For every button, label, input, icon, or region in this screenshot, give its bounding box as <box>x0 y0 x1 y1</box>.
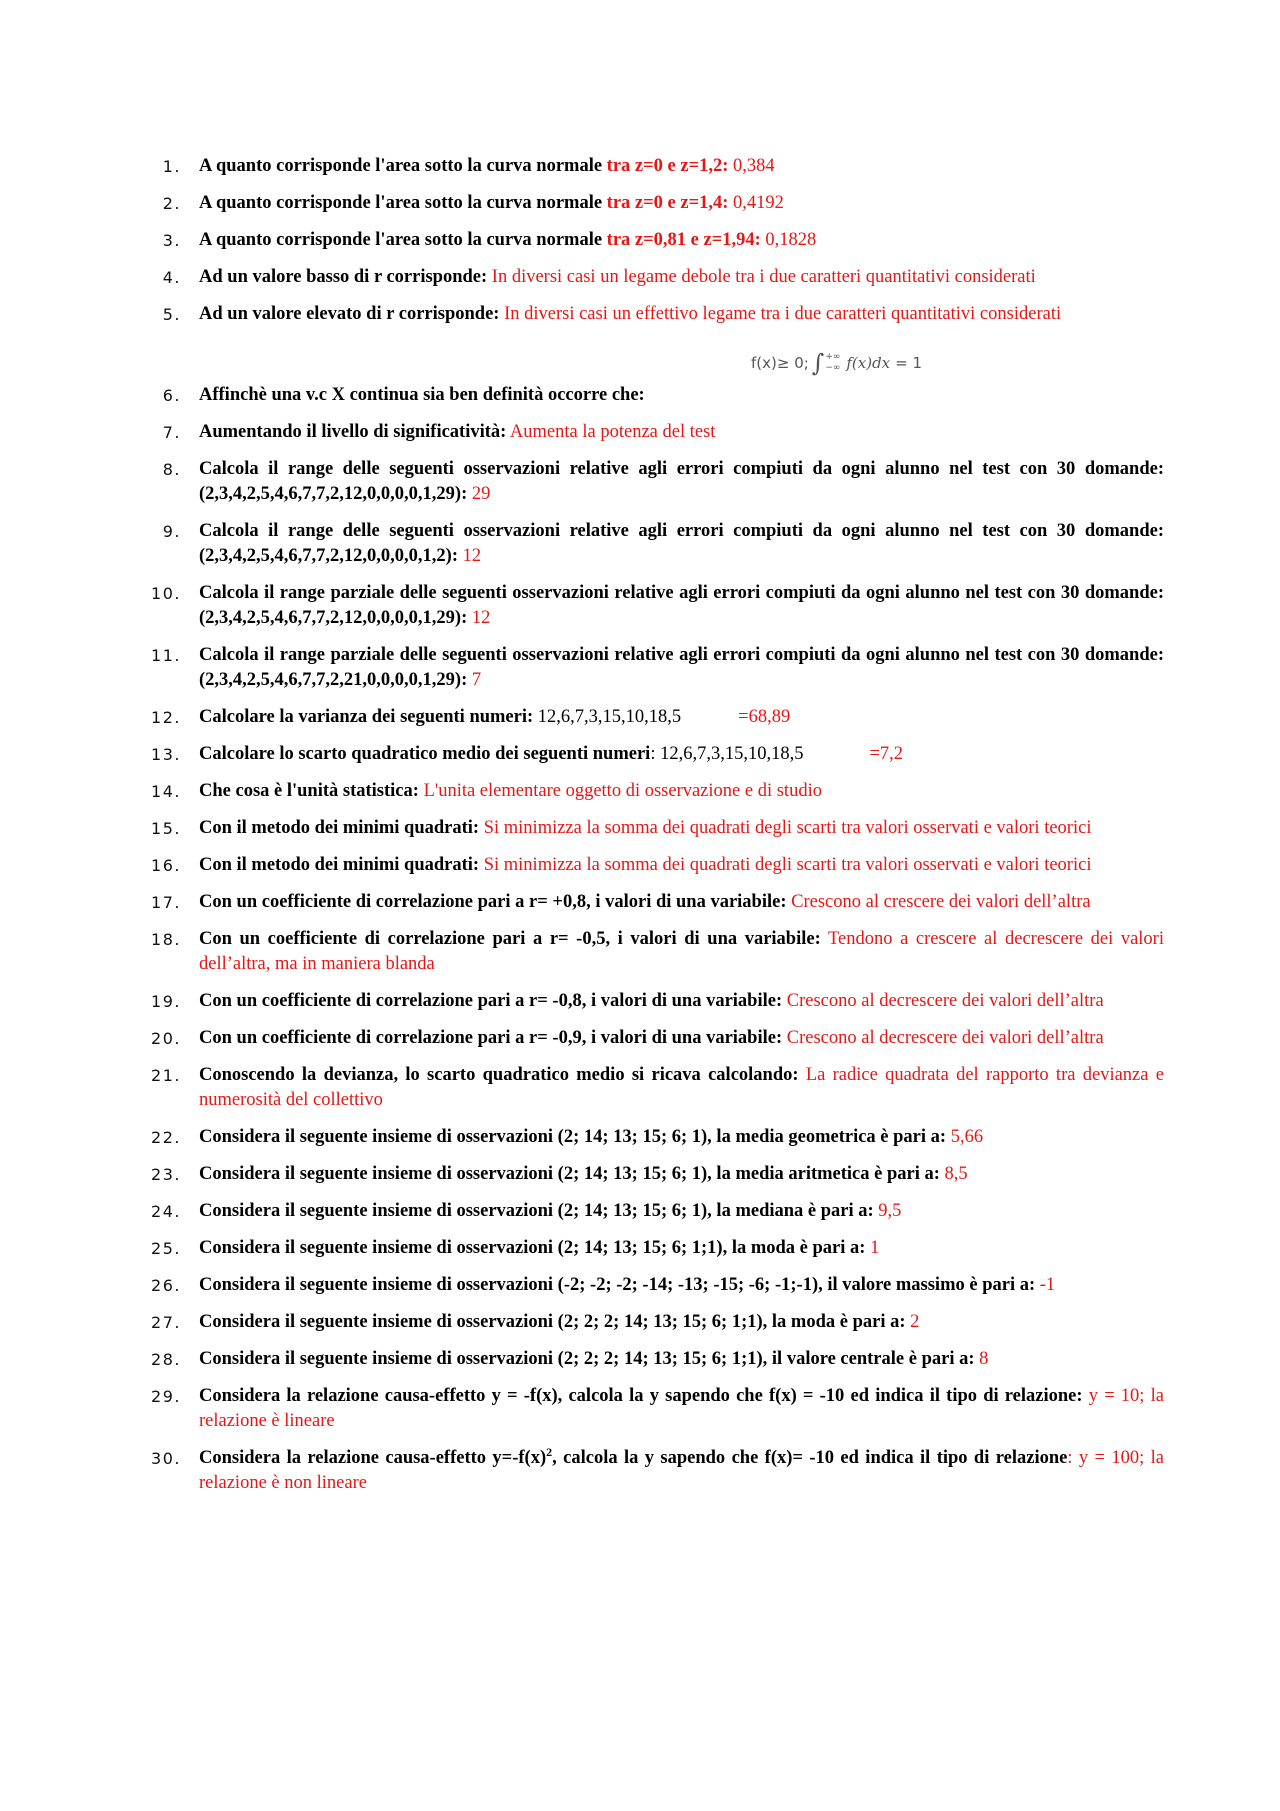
item-number: 6. <box>162 386 181 405</box>
question-text: Considera il seguente insieme di osservazioni (-2; -2; -2; -14; -13; -15; -6; -1;-1), il valore massimo è pari a: <box>199 1275 1036 1295</box>
question-text: Conoscendo la devianza, lo scarto quadratico medio si ricava calcolando: <box>199 1065 799 1085</box>
question-item-23 <box>151 1162 1164 1187</box>
document-page <box>151 154 1164 1508</box>
question-text: Che cosa è l'unità statistica: <box>199 781 419 801</box>
question-text: Considera la relazione causa-effetto y = -f(x), calcola la y sapendo che f(x) = -10 ed indica il tipo di relazione: <box>199 1386 1083 1406</box>
question-item-1 <box>162 154 1164 179</box>
question-item-18 <box>151 927 1164 977</box>
question-list <box>151 154 1164 1496</box>
item-number: 21. <box>151 1066 181 1085</box>
question-item-17 <box>151 890 1164 915</box>
question-text: Calcola il range delle seguenti osservazioni relative agli errori compiuti da ogni alunno nel test con 30 domande: (2,3,4,2,5,4,6,7,7,2,12,0,0,0,0,1,29): <box>199 459 1164 504</box>
question-text: Ad un valore basso di r corrisponde: <box>199 267 488 287</box>
question-item-26 <box>151 1273 1164 1298</box>
answer-text: 29 <box>467 484 491 504</box>
question-item-22 <box>151 1125 1164 1150</box>
question-item-15 <box>151 816 1164 841</box>
question-item-3 <box>162 228 1164 253</box>
item-number: 25. <box>151 1239 181 1258</box>
question-item-4 <box>162 265 1164 290</box>
answer-text: 9,5 <box>873 1201 902 1221</box>
question-item-2 <box>162 191 1164 216</box>
question-item-28 <box>151 1347 1164 1372</box>
question-item-14 <box>151 779 1164 804</box>
question-text: Considera il seguente insieme di osservazioni (2; 14; 13; 15; 6; 1;1), la moda è pari a: <box>199 1238 866 1258</box>
question-item-27 <box>151 1310 1164 1335</box>
item-number: 10. <box>151 584 181 603</box>
question-text: A quanto corrisponde l'area sotto la curva normale <box>199 156 607 176</box>
answer-text: : y = 100; la relazione è non lineare <box>199 1448 1164 1493</box>
question-text: Considera il seguente insieme di osservazioni (2; 14; 13; 15; 6; 1), la mediana è pari a: <box>199 1201 874 1221</box>
question-text: Con un coefficiente di correlazione pari a r= +0,8, i valori di una variabile: <box>199 892 787 912</box>
question-item-8 <box>162 457 1164 507</box>
question-item-20 <box>151 1026 1164 1051</box>
question-text: Con il metodo dei minimi quadrati: <box>199 818 480 838</box>
item-number: 1. <box>162 157 181 176</box>
answer-text: 8 <box>974 1349 989 1369</box>
item-number: 22. <box>151 1128 181 1147</box>
question-item-25 <box>151 1236 1164 1261</box>
item-number: 4. <box>162 268 181 287</box>
item-number: 19. <box>151 992 181 1011</box>
question-text: Affinchè una v.c X continua sia ben definità occorre che: <box>199 385 645 405</box>
answer-text: Si minimizza la somma dei quadrati degli scarti tra valori osservati e valori teorici <box>479 855 1092 875</box>
integral-limits <box>825 352 840 374</box>
answer-text: Si minimizza la somma dei quadrati degli scarti tra valori osservati e valori teorici <box>479 818 1092 838</box>
question-item-21 <box>151 1063 1164 1113</box>
question-text: Con un coefficiente di correlazione pari a r= -0,5, i valori di una variabile: <box>199 929 821 949</box>
question-highlight: tra z=0 e z=1,4: <box>606 193 729 213</box>
question-text: Calcolare la varianza dei seguenti numeri: <box>199 707 534 727</box>
item-number: 27. <box>151 1313 181 1332</box>
item-number: 7. <box>162 423 181 442</box>
item-number: 11. <box>151 646 181 665</box>
question-text: Calcolare lo scarto quadratico medio dei seguenti numeri <box>199 744 651 764</box>
item-number: 17. <box>151 893 181 912</box>
item-number: 29. <box>151 1387 181 1406</box>
answer-text: 8,5 <box>939 1164 968 1184</box>
answer-text: 7 <box>467 670 482 690</box>
question-item-5 <box>162 302 1164 327</box>
question-text: Considera il seguente insieme di osservazioni (2; 14; 13; 15; 6; 1), la media aritmetica è pari a: <box>199 1164 940 1184</box>
answer-text: Crescono al decrescere dei valori dell’altra <box>782 991 1104 1011</box>
item-number: 15. <box>151 819 181 838</box>
question-item-24 <box>151 1199 1164 1224</box>
answer-text: 12 <box>467 608 491 628</box>
question-item-19 <box>151 989 1164 1014</box>
question-text-continued: , calcola la y sapendo che f(x)= -10 ed indica il tipo di relazione <box>552 1448 1068 1468</box>
question-item-11 <box>151 643 1164 693</box>
question-text: A quanto corrisponde l'area sotto la curva normale <box>199 230 607 250</box>
formula-integrand: f(x)dx <box>846 353 891 372</box>
number-list: : 12,6,7,3,15,10,18,5 <box>650 744 804 764</box>
question-item-16 <box>151 853 1164 878</box>
question-item-7 <box>162 420 1164 445</box>
answer-text: 2 <box>905 1312 920 1332</box>
answer-text: 0,1828 <box>760 230 817 250</box>
answer-text: y = 10; la relazione è lineare <box>199 1386 1164 1431</box>
item-number: 8. <box>162 460 181 479</box>
answer-text: 12 <box>457 546 482 566</box>
answer-text: In diversi casi un legame debole tra i due caratteri quantitativi considerati <box>487 267 1036 287</box>
answer-text: Crescono al decrescere dei valori dell’altra <box>782 1028 1104 1048</box>
question-text: Con il metodo dei minimi quadrati: <box>199 855 480 875</box>
item-number: 2. <box>162 194 181 213</box>
question-item-12 <box>151 705 1164 730</box>
integral-symbol: ∫ <box>811 349 825 377</box>
question-item-10 <box>151 581 1164 631</box>
question-text: A quanto corrisponde l'area sotto la curva normale <box>199 193 607 213</box>
item-number: 12. <box>151 708 181 727</box>
question-item-13 <box>151 742 1164 767</box>
answer-text: In diversi casi un effettivo legame tra i due caratteri quantitativi considerati <box>499 304 1062 324</box>
answer-text: 0,4192 <box>728 193 784 213</box>
item-number: 14. <box>151 782 181 801</box>
formula-rhs: = 1 <box>895 353 923 372</box>
answer-text: =68,89 <box>738 707 791 727</box>
answer-text: Crescono al crescere dei valori dell’altra <box>786 892 1091 912</box>
question-text: Considera la relazione causa-effetto y=-f(x) <box>199 1448 547 1468</box>
question-text: Considera il seguente insieme di osservazioni (2; 2; 2; 14; 13; 15; 6; 1;1), la moda è pari a: <box>199 1312 906 1332</box>
answer-text: La radice quadrata del rapporto tra devianza e numerosità del collettivo <box>199 1065 1164 1110</box>
question-text: Considera il seguente insieme di osservazioni (2; 14; 13; 15; 6; 1), la media geometrica è pari a: <box>199 1127 947 1147</box>
item-number: 18. <box>151 930 181 949</box>
question-item-30 <box>151 1444 1164 1496</box>
item-number: 13. <box>151 745 181 764</box>
answer-text: 5,66 <box>946 1127 984 1147</box>
question-highlight: tra z=0,81 e z=1,94: <box>606 230 761 250</box>
upper-limit: +∞ <box>825 352 841 362</box>
item-number: 24. <box>151 1202 181 1221</box>
question-text: Considera il seguente insieme di osservazioni (2; 2; 2; 14; 13; 15; 6; 1;1), il valore centrale è pari a: <box>199 1349 975 1369</box>
item-number: 26. <box>151 1276 181 1295</box>
formula-lhs: f(x)≥ 0; <box>751 353 809 372</box>
answer-text: Aumenta la potenza del test <box>506 422 716 442</box>
question-item-6 <box>162 339 1164 408</box>
answer-text: =7,2 <box>869 744 904 764</box>
item-number: 5. <box>162 305 181 324</box>
answer-text: -1 <box>1035 1275 1056 1295</box>
answer-text: Tendono a crescere al decrescere dei valori dell’altra, ma in maniera blanda <box>199 929 1164 974</box>
answer-text: 0,384 <box>728 156 775 176</box>
item-number: 9. <box>162 522 181 541</box>
question-highlight: tra z=0 e z=1,2: <box>606 156 729 176</box>
question-item-9 <box>162 519 1164 569</box>
item-number: 30. <box>151 1449 181 1468</box>
item-number: 23. <box>151 1165 181 1184</box>
question-text: Calcola il range parziale delle seguenti osservazioni relative agli errori compiuti da ogni alunno nel test con 30 domande: (2,3,4,2,5,4,6,7,7,2,21,0,0,0,0,1,29): <box>199 645 1164 690</box>
item-number: 28. <box>151 1350 181 1369</box>
item-number: 20. <box>151 1029 181 1048</box>
item-number: 3. <box>162 231 181 250</box>
question-text: Con un coefficiente di correlazione pari a r= -0,9, i valori di una variabile: <box>199 1028 783 1048</box>
number-list: 12,6,7,3,15,10,18,5 <box>533 707 682 727</box>
question-text: Ad un valore elevato di r corrisponde: <box>199 304 500 324</box>
answer-text: L'unita elementare oggetto di osservazione e di studio <box>418 781 822 801</box>
exponent: 2 <box>546 1444 553 1459</box>
question-text: Con un coefficiente di correlazione pari a r= -0,8, i valori di una variabile: <box>199 991 783 1011</box>
density-formula <box>751 349 922 377</box>
question-text: Calcola il range delle seguenti osservazioni relative agli errori compiuti da ogni alunno nel test con 30 domande: (2,3,4,2,5,4,6,7,7,2,12,0,0,0,0,1,2): <box>199 521 1164 566</box>
answer-text: 1 <box>865 1238 880 1258</box>
question-text: Aumentando il livello di significatività: <box>199 422 507 442</box>
lower-limit: −∞ <box>825 363 841 373</box>
question-text: Calcola il range parziale delle seguenti osservazioni relative agli errori compiuti da ogni alunno nel test con 30 domande: (2,3,4,2,5,4,6,7,7,2,12,0,0,0,0,1,29): <box>199 583 1164 628</box>
question-item-29 <box>151 1384 1164 1434</box>
item-number: 16. <box>151 856 181 875</box>
